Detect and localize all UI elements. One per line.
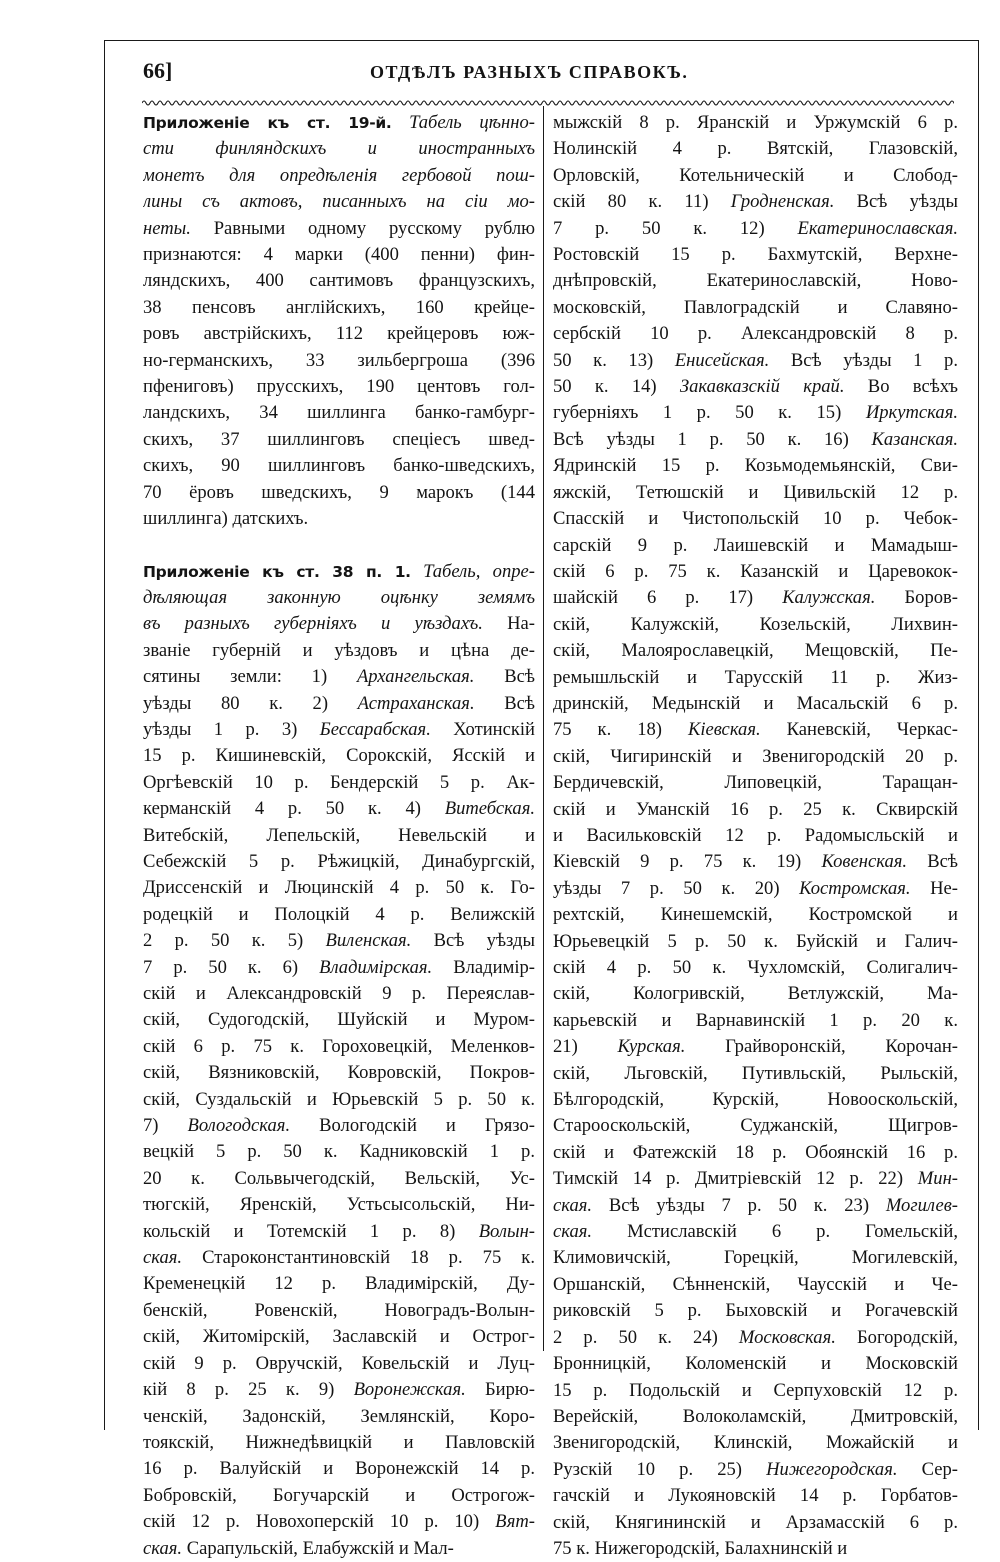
left-column-text-line	[143, 1430, 535, 1456]
left-column-text-line	[143, 1245, 535, 1271]
text-run: скій 12 р. Новохоперскій 10 р. 10)	[143, 1511, 496, 1533]
right-column-text-line	[553, 744, 958, 770]
left-column-text-line	[143, 1298, 535, 1324]
right-column-text-line	[553, 506, 958, 532]
left-column-text-line	[143, 691, 535, 717]
text-run: ченскій, Задонскій, Землянскій, Коро-	[143, 1405, 535, 1427]
italic-term: Витебская.	[444, 798, 535, 820]
text-run: бенскій, Ровенскій, Новоградъ-Волын-	[143, 1299, 535, 1321]
text-run: Хотинскій	[430, 718, 535, 740]
text-run: шайскій 6 р. 17)	[553, 587, 783, 609]
left-column-text-line	[143, 638, 535, 664]
left-column-text-line	[143, 1377, 535, 1403]
left-column-text-line	[143, 480, 535, 506]
right-column-text-line	[553, 1140, 958, 1166]
italic-term: Казанская.	[871, 428, 958, 450]
right-column-text-line	[553, 1245, 958, 1271]
text-run: скій, Вязниковскій, Ковровскій, Покров-	[143, 1062, 535, 1084]
italic-term: неты.	[143, 217, 191, 239]
text-run: скій 9 р. Овручскій, Ковельскій и Луц-	[143, 1352, 535, 1374]
text-run: дринскій, Медынскій и Масальскій 6 р.	[553, 692, 958, 714]
left-column-text-line	[143, 1060, 535, 1086]
text-run: скій и Фатежскій 18 р. Обоянскій 16 р.	[553, 1141, 958, 1163]
right-column-text-line	[553, 770, 958, 796]
text-run: ремышльскій и Тарусскій 11 р. Жиз-	[553, 666, 958, 688]
left-column-text-line	[143, 585, 535, 611]
left-column-text-line	[143, 1456, 535, 1482]
right-column-text-line	[553, 1034, 958, 1060]
text-run: скихъ, 37 шиллинговъ спецiесъ швед-	[143, 428, 535, 450]
left-column-text-line	[143, 321, 535, 347]
text-run: Богородскій,	[835, 1326, 958, 1348]
left-column-text-line	[143, 216, 535, 242]
text-run: Не-	[910, 877, 958, 899]
left-column-text-line	[143, 717, 535, 743]
text-run: скій и Александровскій 9 р. Переяслав-	[143, 983, 535, 1004]
text-run: 15 р. Кишиневскій, Сорокскій, Ясскій и	[143, 745, 535, 767]
text-run: 38 пенсовъ англійскихъ, 160 крейце-	[143, 296, 535, 318]
page-frame-left-rule	[104, 40, 105, 1430]
column-divider-rule	[543, 106, 544, 1351]
right-column-text-line	[553, 1457, 958, 1483]
running-head-title: ОТДѢЛЪ РАЗНЫХЪ СПРАВОКЪ.	[370, 62, 689, 82]
text-run: Староконстантиновскій 18 р. 75 к.	[182, 1247, 535, 1269]
left-column-text-line	[143, 1351, 535, 1377]
left-column-text-line	[143, 400, 535, 426]
text-run: скій, Льговскій, Путивльскій, Рыльскій,	[553, 1062, 958, 1084]
left-column-text-line	[143, 1536, 535, 1562]
text-run: сятины земли: 1)	[143, 666, 357, 688]
text-run: скій, Калужскій, Козельскій, Лихвин-	[553, 613, 958, 635]
right-column-text-line	[553, 1351, 958, 1377]
left-column-text-line	[143, 1271, 535, 1297]
text-run: Звенигородскій, Клинскій, Можайскій и	[553, 1432, 958, 1454]
text-run	[411, 561, 423, 582]
right-column-text-line	[553, 1219, 958, 1245]
text-run: Каневскій, Черкас-	[760, 719, 958, 741]
right-column-text-line	[553, 876, 958, 902]
text-run: На-	[482, 613, 535, 635]
right-column-text-line	[553, 691, 958, 717]
text-run: Нолинскій 4 р. Вятскій, Глазовскій,	[553, 138, 958, 160]
right-column-text-line	[553, 849, 958, 875]
italic-term: Воронежская.	[353, 1379, 466, 1401]
text-run: званіе губерній и уѣздовъ и цѣна де-	[143, 639, 535, 661]
right-column-text-line	[553, 374, 958, 400]
italic-term: ская.	[553, 1221, 593, 1243]
text-run: скій 80 к. 11)	[553, 191, 731, 213]
text-run: скій, Кологривскій, Ветлужскій, Ма-	[553, 983, 958, 1005]
text-run: скихъ, 90 шиллинговъ банко-шведскихъ,	[143, 455, 535, 477]
text-run: уѣзды 1 р. 3)	[143, 718, 320, 740]
left-column-text-line	[143, 743, 535, 769]
text-run: ляндскихъ, 400 сантимовъ французскихъ,	[143, 270, 535, 292]
italic-term: Курская.	[617, 1036, 686, 1058]
right-column-text-line	[553, 1404, 958, 1430]
text-run: Всѣ	[474, 666, 535, 688]
text-run: гачскій и Лукояновскій 14 р. Горбатов-	[553, 1485, 958, 1507]
right-column-text-line	[553, 1166, 958, 1192]
italic-term: Владимірская.	[319, 956, 433, 978]
left-column-text-line	[143, 374, 535, 400]
text-run: Оргѣевскій 10 р. Бендерскій 5 р. Ак-	[143, 771, 535, 793]
text-run: Во всѣхъ	[844, 376, 958, 398]
paragraph-gap	[143, 533, 535, 559]
left-column-text-line	[143, 955, 535, 981]
left-column-text-line	[143, 242, 535, 268]
text-run: днѣпровскій, Екатеринославскій, Ново-	[553, 270, 958, 292]
italic-term: Иркутская.	[865, 402, 958, 424]
text-run: скій, Судогодскій, Шуйскій и Муром-	[143, 1009, 535, 1031]
right-column-text-line	[553, 1113, 958, 1139]
right-column-text-line	[553, 585, 958, 611]
text-run: Всѣ	[907, 851, 958, 873]
italic-term: дѣляющая законную оцѣнку земямъ	[143, 586, 535, 608]
text-run: Старооскольскій, Суджанскій, Щигров-	[553, 1115, 958, 1137]
right-column-text-line	[553, 665, 958, 691]
italic-term: ская.	[143, 1247, 183, 1269]
left-column-text-line	[143, 928, 535, 954]
left-column-text-line	[143, 110, 535, 136]
left-column-text-line	[143, 163, 535, 189]
italic-term: Вологодская.	[187, 1115, 291, 1137]
italic-term: Закавказскій край.	[679, 376, 845, 398]
text-run: и Васильковскій 12 р. Радомысльскій и	[553, 824, 958, 846]
text-run: Себежскій 5 р. Рѣжицкій, Динабургскій,	[143, 850, 535, 872]
right-column-text-line	[553, 1008, 958, 1034]
text-run: Дриссенскій и Люцинскій 4 р. 50 к. Го-	[143, 877, 535, 899]
text-run: керманскій 4 р. 50 к. 4)	[143, 798, 445, 820]
text-run	[392, 112, 410, 133]
left-column-text-line	[143, 136, 535, 162]
text-run: Рузскій 10 р. 25)	[553, 1458, 767, 1480]
text-run: 75 к. 18)	[553, 719, 688, 741]
text-run: Сер-	[897, 1458, 958, 1480]
right-column-text-line	[553, 242, 958, 268]
italic-term: Могилев-	[885, 1194, 958, 1216]
text-run: Верейскій, Волоколамскій, Дмитровскій,	[553, 1405, 958, 1427]
text-run: яжскій, Тетюшскій и Цивильскій 12 р.	[553, 481, 958, 503]
italic-term: Енисейская.	[674, 349, 770, 371]
right-column-text-line	[553, 612, 958, 638]
right-column-text-line	[553, 295, 958, 321]
left-column-text-line	[143, 268, 535, 294]
text-run: Боров-	[875, 587, 958, 609]
text-run: 16 р. Валуйскій и Воронежскій 14 р.	[143, 1458, 535, 1480]
right-column-text-line	[553, 1272, 958, 1298]
text-run: 50 к. 13)	[553, 349, 675, 371]
left-column-text-line	[143, 1404, 535, 1430]
text-run: 7 р. 50 к. 12)	[553, 217, 798, 239]
text-run: 2 р. 50 к. 24)	[553, 1326, 739, 1348]
text-run: Равными одному русскому рублю	[190, 217, 535, 239]
right-column-text-line	[553, 1325, 958, 1351]
italic-term: Калужская.	[782, 587, 876, 609]
right-column-text-line	[553, 453, 958, 479]
italic-term: монетъ для опредѣленія гербовой пош-	[143, 164, 535, 186]
text-run: сарскій 9 р. Лаишевскій и Мамадыш-	[553, 534, 958, 556]
text-run: Спасскій и Чистопольскій 10 р. Чебок-	[553, 508, 958, 530]
text-run: Всѣ уѣзды 7 р. 50 к. 23)	[592, 1194, 886, 1216]
text-run: Ростовскій 15 р. Бахмутскій, Верхне-	[553, 244, 958, 266]
left-column-text-line	[143, 189, 535, 215]
text-run: Кіевскій 9 р. 75 к. 19)	[553, 851, 822, 873]
left-column-text-line	[143, 1219, 535, 1245]
text-run: шиллинга) датскихъ.	[143, 508, 309, 530]
italic-term: ская.	[553, 1194, 593, 1216]
right-column-text-line	[553, 533, 958, 559]
right-column-text-line	[553, 163, 958, 189]
italic-term: Вят-	[495, 1511, 535, 1533]
text-run: скій, Княгининскій и Арзамасскій 6 р.	[553, 1511, 958, 1533]
italic-term: Костромская.	[799, 877, 911, 899]
text-run: губерніяхъ 1 р. 50 к. 15)	[553, 402, 866, 424]
right-column-text-line	[553, 1510, 958, 1536]
text-run: признаются: 4 марки (400 пенни) фин-	[143, 244, 535, 266]
text-run: пфениговъ) прусскихъ, 190 центовъ гол-	[143, 376, 535, 398]
left-column-text-line	[143, 611, 535, 637]
text-run: Ядринскій 15 р. Козьмодемьянскій, Сви-	[553, 455, 958, 477]
text-run: Сарапульскій, Елабужскій и Мал-	[182, 1537, 454, 1559]
text-run: Юрьевецкій 5 р. 50 к. Буйскій и Галич-	[553, 930, 958, 952]
right-column-text-line	[553, 268, 958, 294]
italic-term: въ разныхъ губерніяхъ и уѣздахъ.	[143, 613, 483, 635]
text-run: сербскій 10 р. Александровскій 8 р.	[553, 323, 958, 345]
left-column-text-line	[143, 1034, 535, 1060]
right-column-text-line	[553, 1087, 958, 1113]
text-run: вецкій 5 р. 50 к. Кадниковскій 1 р.	[143, 1141, 535, 1163]
text-run: ровъ австрійскихъ, 112 крейцеровъ юж-	[143, 323, 535, 345]
italic-term: Ковенская.	[821, 851, 908, 873]
right-column-text-line	[553, 400, 958, 426]
italic-term: Виленская.	[325, 930, 412, 952]
italic-term: Екатеринославская.	[797, 217, 958, 239]
right-column-text-line	[553, 902, 958, 928]
text-run: Грайворонскій, Корочан-	[685, 1036, 958, 1058]
text-run: но-германскихъ, 33 зильбергроша (396	[143, 349, 535, 371]
text-run: 70 ёровъ шведскихъ, 9 марокъ (144	[143, 481, 535, 503]
page-frame-top-rule	[104, 40, 978, 41]
right-column-text-line	[553, 638, 958, 664]
text-run: Всѣ	[474, 692, 535, 714]
text-run: Орловскій, Котельническій и Слобод-	[553, 164, 958, 186]
left-column-text-line	[143, 1483, 535, 1509]
right-column-text-line	[553, 216, 958, 242]
italic-term: Мин-	[917, 1168, 958, 1190]
text-run: Всѣ уѣзды	[411, 930, 535, 952]
text-run: скій 6 р. 75 к. Казанскій и Царевокок-	[553, 560, 958, 582]
italic-term: Гродненская.	[730, 191, 835, 213]
left-column-text-line	[143, 1113, 535, 1139]
text-run: 15 р. Подольскій и Серпуховскій 12 р.	[553, 1379, 958, 1401]
text-run: карьевскій и Варнавинскій 1 р. 20 к.	[553, 1009, 958, 1031]
right-column-text-line	[553, 348, 958, 374]
text-run: Бѣлгородскій, Курскій, Новооскольскій,	[553, 1089, 958, 1111]
left-column-text-line	[143, 664, 535, 690]
text-run: скій, Малоярославецкій, Мещовскій, Пе-	[553, 640, 958, 662]
text-run: 7 р. 50 к. 6)	[143, 956, 320, 978]
text-run: 20 к. Сольвычегодскій, Вельскій, Ус-	[143, 1167, 535, 1189]
right-column-text-line	[553, 929, 958, 955]
text-run: рехтскій, Кинешемскій, Костромской и	[553, 904, 958, 926]
right-column-text-line	[553, 1193, 958, 1219]
left-column-text-line	[143, 1192, 535, 1218]
text-run: скій, Житомірскій, Заславскій и Острог-	[143, 1326, 535, 1348]
text-run: Витебскій, Лепельскій, Невельскій и	[143, 824, 535, 846]
text-run: Всѣ уѣзды 1 р. 50 к. 16)	[553, 428, 872, 450]
wavy-header-rule	[142, 98, 954, 108]
left-column-text-line	[143, 1139, 535, 1165]
text-run: 50 к. 14)	[553, 376, 680, 398]
left-column-text-line	[143, 1166, 535, 1192]
right-column-text-line	[553, 717, 958, 743]
left-column-text-line	[143, 770, 535, 796]
right-column-text-line	[553, 1061, 958, 1087]
text-run: скій и Уманскій 16 р. 25 к. Сквирскій	[553, 798, 958, 820]
text-run: 21)	[553, 1036, 618, 1058]
left-column-text-line	[143, 981, 535, 1007]
right-column-text-line	[553, 823, 958, 849]
italic-term: лины съ актовъ, писанныхъ на сіи мо-	[143, 191, 535, 213]
left-column-text-line	[143, 506, 535, 532]
text-run: Всѣ уѣзды 1 р.	[769, 349, 958, 371]
left-column-text-line	[143, 1509, 535, 1535]
right-column-text-line	[553, 136, 958, 162]
left-column-text-line	[143, 1087, 535, 1113]
right-column-text-line	[553, 110, 958, 136]
italic-term: Бессарабская.	[319, 718, 431, 740]
text-run: Климовичскій, Горецкій, Могилевскій,	[553, 1247, 958, 1269]
left-column-text-line	[143, 823, 535, 849]
text-run: Оршанскій, Сѣнненскій, Чаусскій и Че-	[553, 1273, 958, 1295]
left-column-text-line	[143, 902, 535, 928]
text-run: Тимскій 14 р. Дмитріевскій 12 р. 22)	[553, 1168, 918, 1190]
right-column-text-line	[553, 1378, 958, 1404]
page-frame-right-rule	[978, 40, 979, 1430]
text-run: риковскій 5 р. Быховскій и Рогачевскій	[553, 1300, 958, 1322]
text-run: Бирю-	[465, 1379, 535, 1401]
left-column-text-line	[143, 348, 535, 374]
italic-term: сти финляндскихъ и иностранныхъ	[143, 138, 535, 160]
italic-term: Нижегородская.	[766, 1458, 898, 1480]
text-run: родецкій и Полоцкій 4 р. Велижскій	[143, 903, 535, 925]
text-run: кольскій и Тотемскій 1 р. 8)	[143, 1220, 479, 1242]
left-column-text-line	[143, 427, 535, 453]
text-run: кій 8 р. 25 к. 9)	[143, 1379, 354, 1401]
italic-term: Табель, опре-	[423, 560, 535, 582]
text-run: 7)	[143, 1115, 188, 1137]
text-run: скій, Суздальскій и Юрьевскій 5 р. 50 к.	[143, 1088, 535, 1110]
left-column-text-line	[143, 1324, 535, 1350]
text-run: Мстиславскій 6 р. Гомельскій,	[592, 1221, 958, 1243]
right-column-text-line	[553, 1298, 958, 1324]
right-column-text-line	[553, 189, 958, 215]
right-column-text-line	[553, 321, 958, 347]
right-column-text-line	[553, 955, 958, 981]
left-column-text-line	[143, 559, 535, 585]
text-run: уѣзды 7 р. 50 к. 20)	[553, 877, 800, 899]
text-run: 2 р. 50 к. 5)	[143, 930, 326, 952]
text-run: Владимір-	[432, 956, 535, 978]
text-run: Кременецкій 12 р. Владимірскій, Ду-	[143, 1273, 535, 1295]
text-run: тоякскій, Нижнедѣвицкій и Павловскій	[143, 1431, 535, 1453]
italic-term: Волын-	[478, 1220, 535, 1242]
text-run: Бердичевскій, Липовецкій, Таращан-	[553, 772, 958, 794]
text-run: Бобровскій, Богучарскій и Острогож-	[143, 1484, 535, 1506]
text-run: Бронницкій, Коломенскій и Московскій	[553, 1353, 958, 1375]
page-number: 66]	[143, 58, 173, 83]
text-run: московскій, Павлоградскій и Славяно-	[553, 296, 958, 318]
left-column-text-line	[143, 849, 535, 875]
right-column-text-line	[553, 1430, 958, 1456]
right-column-text-line	[553, 797, 958, 823]
section-label: Приложеніе къ ст. 19-й.	[143, 114, 392, 132]
italic-term: Астраханская.	[357, 692, 475, 714]
text-run: ландскихъ, 34 шиллинга банко-гамбург-	[143, 402, 535, 424]
text-run: уѣзды 80 к. 2)	[143, 692, 358, 714]
italic-term: Кіевская.	[687, 719, 761, 741]
right-column-text-line	[553, 981, 958, 1007]
italic-term: Архангельская.	[356, 666, 475, 688]
right-column-text	[553, 110, 958, 1562]
right-column-text-line	[553, 480, 958, 506]
italic-term: Московская.	[738, 1326, 836, 1348]
text-run: скій, Чигиринскій и Звенигородскій 20 р.	[553, 745, 958, 767]
section-label: Приложеніе къ ст. 38 п. 1.	[143, 562, 411, 581]
text-run: 75 к. Нижегородскій, Балахнинскій и	[553, 1537, 848, 1559]
left-column-text	[143, 110, 535, 1562]
left-column-text-line	[143, 1007, 535, 1033]
left-column-text-line	[143, 453, 535, 479]
right-column-text-line	[553, 1483, 958, 1509]
text-run: тюгскій, Яренскій, Устьсысольскій, Ни-	[143, 1194, 535, 1216]
text-run: Всѣ уѣзды	[834, 191, 958, 213]
right-column-text-line	[553, 427, 958, 453]
text-run: Вологодскій и Грязо-	[290, 1115, 535, 1137]
text-run: скій 4 р. 50 к. Чухломскій, Солигалич-	[553, 957, 958, 978]
left-column-text-line	[143, 796, 535, 822]
left-column-text-line	[143, 875, 535, 901]
right-column-text-line	[553, 559, 958, 585]
italic-term: ская.	[143, 1537, 183, 1559]
left-column-text-line	[143, 295, 535, 321]
right-column-text-line	[553, 1536, 958, 1562]
text-run: мыжскій 8 р. Яранскій и Уржумскій 6 р.	[553, 112, 958, 133]
italic-term: Табель цѣнно-	[409, 112, 535, 133]
text-run: скій 6 р. 75 к. Гороховецкій, Меленков-	[143, 1035, 535, 1057]
